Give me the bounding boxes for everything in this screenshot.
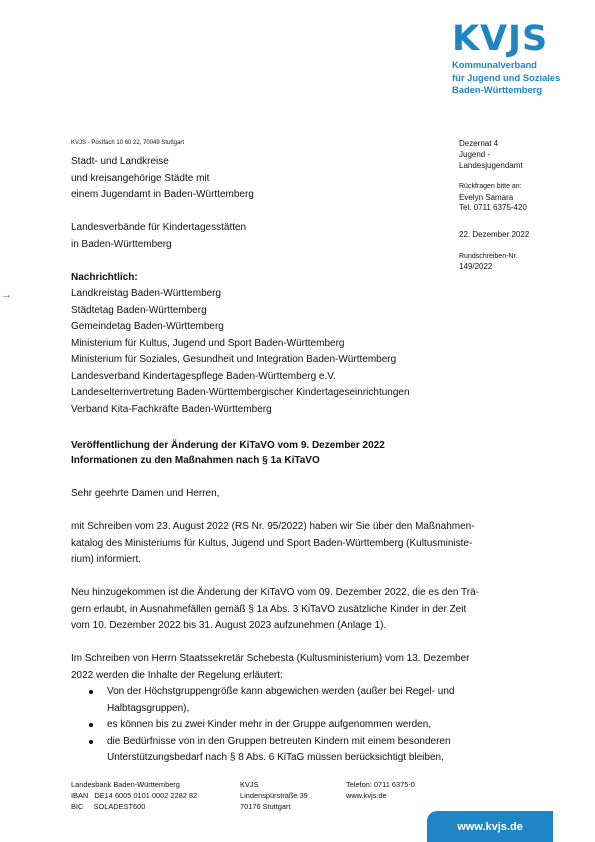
footer-address [240, 780, 308, 812]
logo-line: für Jugend und Soziales [452, 71, 561, 83]
bullet-line: Von der Höchstgruppengröße kann abgewichen werden (außer bei Regel- und [107, 686, 455, 697]
cc-line: Verband Kita-Fachkräfte Baden-Württemberg [71, 403, 272, 415]
bullet-line: Halbtagsgruppen), [107, 702, 190, 714]
contact-block [459, 182, 529, 214]
list-item [71, 734, 531, 767]
logo-line: Kommunalverband [452, 59, 537, 70]
footer-line: Landesbank Baden-Württemberg [71, 780, 180, 789]
cc-line: Landkreistag Baden-Württemberg [71, 288, 222, 299]
paragraph-line: 2022 werden die Inhalte der Regelung erläutert: [71, 669, 283, 681]
bullet-icon [89, 690, 93, 694]
subject-block [71, 438, 385, 468]
website-badge[interactable]: www.kvjs.de [427, 811, 553, 842]
subject-line: Veröffentlichung der Änderung der KiTaVO vom 9. Dezember 2022 [71, 440, 385, 451]
recipient-line: einem Jugendamt in Baden-Württemberg [71, 189, 254, 200]
cc-line: Ministerium für Kultus, Jugend und Sport Baden-Württemberg [71, 337, 345, 349]
cc-line: Gemeindetag Baden-Württemberg [71, 321, 224, 332]
recipient-block [71, 154, 410, 418]
bullet-icon [89, 723, 93, 727]
footer-line: IBAN DE14 6005 0101 0002 2282 82 [71, 790, 198, 800]
bullet-line: es können bis zu zwei Kinder mehr in der Gruppe aufgenommen werden, [107, 719, 432, 730]
paragraph-line: Neu hinzugekommen ist die Änderung der KiTaVO vom 09. Dezember 2022, die es den Trä- [71, 587, 479, 598]
bullet-line: die Bedürfnisse von in den Gruppen betreuten Kindern mit einem besonderen [107, 735, 451, 747]
footer-line: BIC SOLADEST600 [71, 801, 146, 811]
footer-line: KVJS [240, 780, 259, 789]
logo-letter: K [452, 19, 480, 59]
subject-line: Informationen zu den Maßnahmen nach § 1a KiTaVO [71, 455, 320, 466]
department-block [459, 139, 529, 171]
recipient-line: in Baden-Württemberg [71, 238, 172, 250]
bullet-line: Unterstützungsbedarf nach § 8 Abs. 6 KiTaG müssen berücksichtigt bleiben, [107, 752, 444, 763]
kvjs-logo [452, 20, 572, 96]
recipient-line: Landesverbände für Kindertagesstätten [71, 222, 247, 233]
circular-block [459, 252, 529, 273]
date: 22. Dezember 2022 [459, 230, 530, 240]
department-line: Landesjugendamt [459, 160, 523, 170]
list-item [71, 717, 531, 734]
paragraph-line: katalog des Ministeriums für Kultus, Jugend und Sport Baden-Württemberg (Kultusministe- [71, 537, 473, 549]
bullet-icon [89, 740, 93, 744]
paragraph-line: vom 10. Dezember 2022 bis 31. August 2023 aufzunehmen (Anlage 1). [71, 620, 387, 631]
footer-link[interactable]: www.kvjs.de [346, 790, 387, 800]
salutation: Sehr geehrte Damen und Herren, [71, 488, 220, 499]
recipient-line: und kreisangehörige Städte mit [71, 172, 210, 184]
cc-line: Städtetag Baden-Württemberg [71, 304, 207, 316]
footer-line: Telefon: 0711 6375-0 [346, 780, 415, 789]
contact-name: Evelyn Samara [459, 192, 514, 202]
logo-letter: V [480, 19, 508, 59]
footer-line: 70176 Stuttgart [240, 801, 291, 811]
recipient-line: Stadt- und Landkreise [71, 156, 169, 167]
footer-bank [71, 780, 197, 812]
cc-line: Ministerium für Soziales, Gesundheit und Integration Baden-Württemberg [71, 354, 397, 365]
circular-number: 149/2022 [459, 262, 493, 272]
department-line: Jugend - [459, 149, 491, 159]
letter-body [71, 486, 531, 767]
arrow-right-icon: → [1, 289, 12, 301]
logo-letter: S [522, 19, 548, 59]
paragraph-line: gern erlaubt, in Ausnahmefällen gemäß § 1a Abs. 3 KiTaVO zusätzliche Kinder in der Zeit [71, 603, 467, 615]
cc-line: Landeselternvertretung Baden-Württembergischer Kindertageseinrichtungen [71, 387, 410, 398]
paragraph-line: Im Schreiben von Herrn Staatssekretär Schebesta (Kultusministerium) vom 13. Dezember [71, 653, 470, 664]
logo-wordmark [452, 20, 572, 58]
list-item [71, 684, 531, 717]
logo-letter: J [508, 19, 522, 59]
sidebar-info [459, 139, 529, 273]
bullet-list [71, 684, 531, 767]
department-line: Dezernat 4 [459, 139, 499, 148]
paragraph-line: rium) informiert. [71, 554, 142, 565]
footer-line: Lindenspürstraße 39 [240, 790, 308, 800]
sender-line: KVJS - Postfach 10 60 22, 70049 Stuttgart [71, 140, 185, 146]
paragraph-line: mit Schreiben vom 23. August 2022 (RS Nr. 95/2022) haben wir Sie über den Maßnahmen- [71, 521, 475, 532]
circular-label: Rundschreiben-Nr. [459, 252, 518, 260]
logo-line: Baden-Württemberg [452, 84, 543, 96]
footer-contact [346, 780, 415, 802]
contact-phone: Tel. 0711 6375-420 [459, 203, 527, 213]
contact-label: Rückfragen bitte an: [459, 183, 522, 191]
cc-heading: Nachrichtlich: [71, 271, 138, 283]
cc-line: Landesverband Kindertagespflege Baden-Württemberg e.V. [71, 370, 336, 382]
